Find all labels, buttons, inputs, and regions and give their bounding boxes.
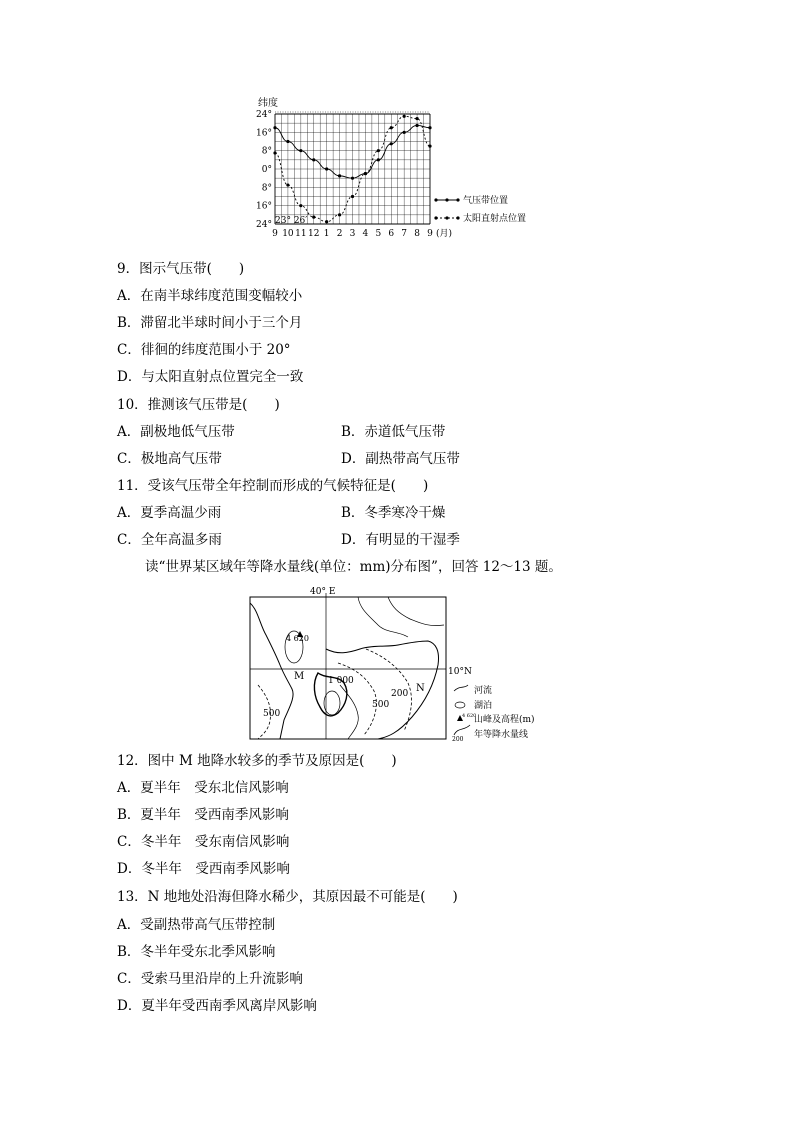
chart-x-ticks [272, 228, 452, 239]
y-tick-label: 24° [256, 110, 272, 120]
parallel-label: 10°N [448, 667, 472, 677]
chart-ylabel: 纬度 [258, 98, 278, 109]
series-point [390, 142, 393, 145]
isohyet-label-1000: 1 000 [328, 676, 354, 686]
series-point [351, 195, 354, 198]
question-11-stem: 11．受该气压带全年控制而形成的气候特征是( ) [117, 478, 429, 494]
chart-grid [275, 112, 430, 224]
question-10-option-d[interactable]: D．副热带高气压带 [341, 451, 460, 467]
latitude-chart [250, 92, 550, 250]
lake-2 [324, 691, 340, 715]
question-13-option-c[interactable]: C．受索马里沿岸的上升流影响 [117, 971, 303, 987]
question-13-option-d[interactable]: D．夏半年受西南季风离岸风影响 [117, 998, 317, 1014]
x-tick-label: 9 [272, 229, 278, 239]
x-unit-label: (月) [436, 229, 453, 239]
legend-marker [456, 198, 459, 201]
isohyet-label-500-west: 500 [263, 709, 281, 719]
series-point [312, 158, 315, 161]
question-12-option-c[interactable]: C．冬半年 受东南信风影响 [117, 834, 290, 850]
series-point [325, 220, 328, 223]
x-tick-label: 11 [295, 229, 307, 239]
y-tick-label: 16° [256, 201, 272, 212]
question-10-stem: 10．推测该气压带是( ) [117, 397, 280, 413]
legend-peak-sample: 4 620 [462, 713, 477, 719]
x-tick-label: 1 [323, 229, 330, 239]
x-tick-label: 2 [336, 229, 343, 239]
question-10-option-b[interactable]: B．赤道低气压带 [341, 424, 446, 440]
legend-isohyet-label: 年等降水量线 [474, 730, 529, 740]
x-tick-label: 6 [388, 229, 395, 239]
legend-peak-label: 山峰及高程(m) [474, 715, 535, 725]
series-point [428, 126, 431, 129]
question-13-stem: 13．N 地地处沿海但降水稀少，其原因最不可能是( ) [117, 889, 458, 905]
legend-lake-label: 湖泊 [474, 701, 493, 711]
question-9-option-b[interactable]: B．滞留北半球时间小于三个月 [117, 315, 303, 331]
map-intro-text: 读“世界某区域年等降水量线(单位：mm)分布图”，回答 12～13 题。 [145, 559, 562, 575]
series-point [377, 149, 380, 152]
series-point [428, 144, 431, 147]
legend-marker [445, 198, 448, 201]
series-point [338, 213, 341, 216]
series-point [299, 149, 302, 152]
legend-marker [456, 216, 459, 219]
x-tick-label: 10 [282, 229, 294, 239]
meridian-label: 40° E [310, 587, 336, 597]
point-m-label: M [294, 671, 305, 682]
y-tick-label: 0° [261, 165, 272, 175]
series-point [338, 174, 341, 177]
legend-river-label: 河流 [474, 686, 493, 696]
legend-river-icon [454, 685, 468, 691]
question-13-option-a[interactable]: A．受副热带高气压带控制 [117, 917, 276, 933]
series-point [403, 131, 406, 134]
map-legend [452, 684, 535, 743]
series-point [273, 126, 276, 129]
series-point [415, 117, 418, 120]
legend-isohyet-icon [454, 725, 470, 735]
chart-annotation: 23° 26′ [275, 216, 308, 226]
chart-legend [434, 194, 526, 224]
question-12-stem: 12．图中 M 地降水较多的季节及原因是( ) [117, 753, 397, 769]
chart-y-ticks [256, 110, 272, 230]
question-10-option-c[interactable]: C．极地高气压带 [117, 451, 222, 467]
x-tick-label: 8 [414, 229, 420, 239]
question-11-option-d[interactable]: D．有明显的干湿季 [341, 532, 460, 548]
legend-marker [434, 216, 437, 219]
y-tick-label: 8° [261, 183, 272, 194]
series-point [312, 216, 315, 219]
question-10-option-a[interactable]: A．副极地低气压带 [117, 424, 235, 440]
river-2 [388, 597, 444, 626]
question-11-option-b[interactable]: B．冬季寒冷干燥 [341, 505, 446, 521]
river-1 [358, 597, 408, 637]
map-svg [248, 585, 548, 745]
legend-label: 气压带位置 [463, 196, 509, 206]
question-11-option-a[interactable]: A．夏季高温少雨 [117, 505, 222, 521]
x-tick-label: 5 [375, 229, 382, 239]
question-13-option-b[interactable]: B．冬半年受东北季风影响 [117, 944, 276, 960]
series-point [377, 158, 380, 161]
legend-lake-icon [455, 702, 465, 708]
peak-label: 4 620 [286, 634, 309, 643]
series-point [364, 172, 367, 175]
rainfall-map [248, 585, 548, 745]
isohyet-label-500-east: 500 [372, 700, 390, 710]
series-point [403, 115, 406, 118]
question-9-option-a[interactable]: A．在南半球纬度范围变幅较小 [117, 288, 303, 304]
question-12-option-a[interactable]: A．夏半年 受东北信风影响 [117, 780, 289, 796]
question-12-option-b[interactable]: B．夏半年 受西南季风影响 [117, 807, 289, 823]
x-tick-label: 9 [427, 229, 433, 239]
series-point [286, 140, 289, 143]
x-tick-label: 3 [349, 229, 356, 239]
river-3 [340, 685, 358, 739]
series-point [273, 151, 276, 154]
legend-marker [434, 198, 437, 201]
chart-svg [250, 92, 550, 250]
question-12-option-d[interactable]: D．冬半年 受西南季风影响 [117, 861, 290, 877]
series-point [286, 183, 289, 186]
y-tick-label: 16° [256, 128, 272, 139]
series-point [325, 167, 328, 170]
point-n-label: N [416, 683, 425, 694]
x-tick-label: 12 [308, 229, 320, 239]
series-point [351, 177, 354, 180]
legend-label: 太阳直射点位置 [463, 214, 527, 224]
legend-marker [445, 216, 448, 219]
x-tick-label: 4 [362, 229, 369, 239]
isohyet-label-200: 200 [391, 689, 409, 699]
series-point [415, 124, 418, 127]
series-point [390, 126, 393, 129]
question-9-option-d[interactable]: D．与太阳直射点位置完全一致 [117, 369, 304, 385]
question-9-stem: 9．图示气压带( ) [117, 261, 245, 277]
y-tick-label: 8° [261, 146, 272, 157]
x-tick-label: 7 [401, 229, 408, 239]
legend-isohyet-sample: 200 [452, 736, 464, 743]
series-point [299, 204, 302, 207]
question-11-option-c[interactable]: C．全年高温多雨 [117, 532, 222, 548]
y-tick-label: 24° [256, 220, 272, 230]
question-9-option-c[interactable]: C．徘徊的纬度范围小于 20° [117, 342, 291, 358]
